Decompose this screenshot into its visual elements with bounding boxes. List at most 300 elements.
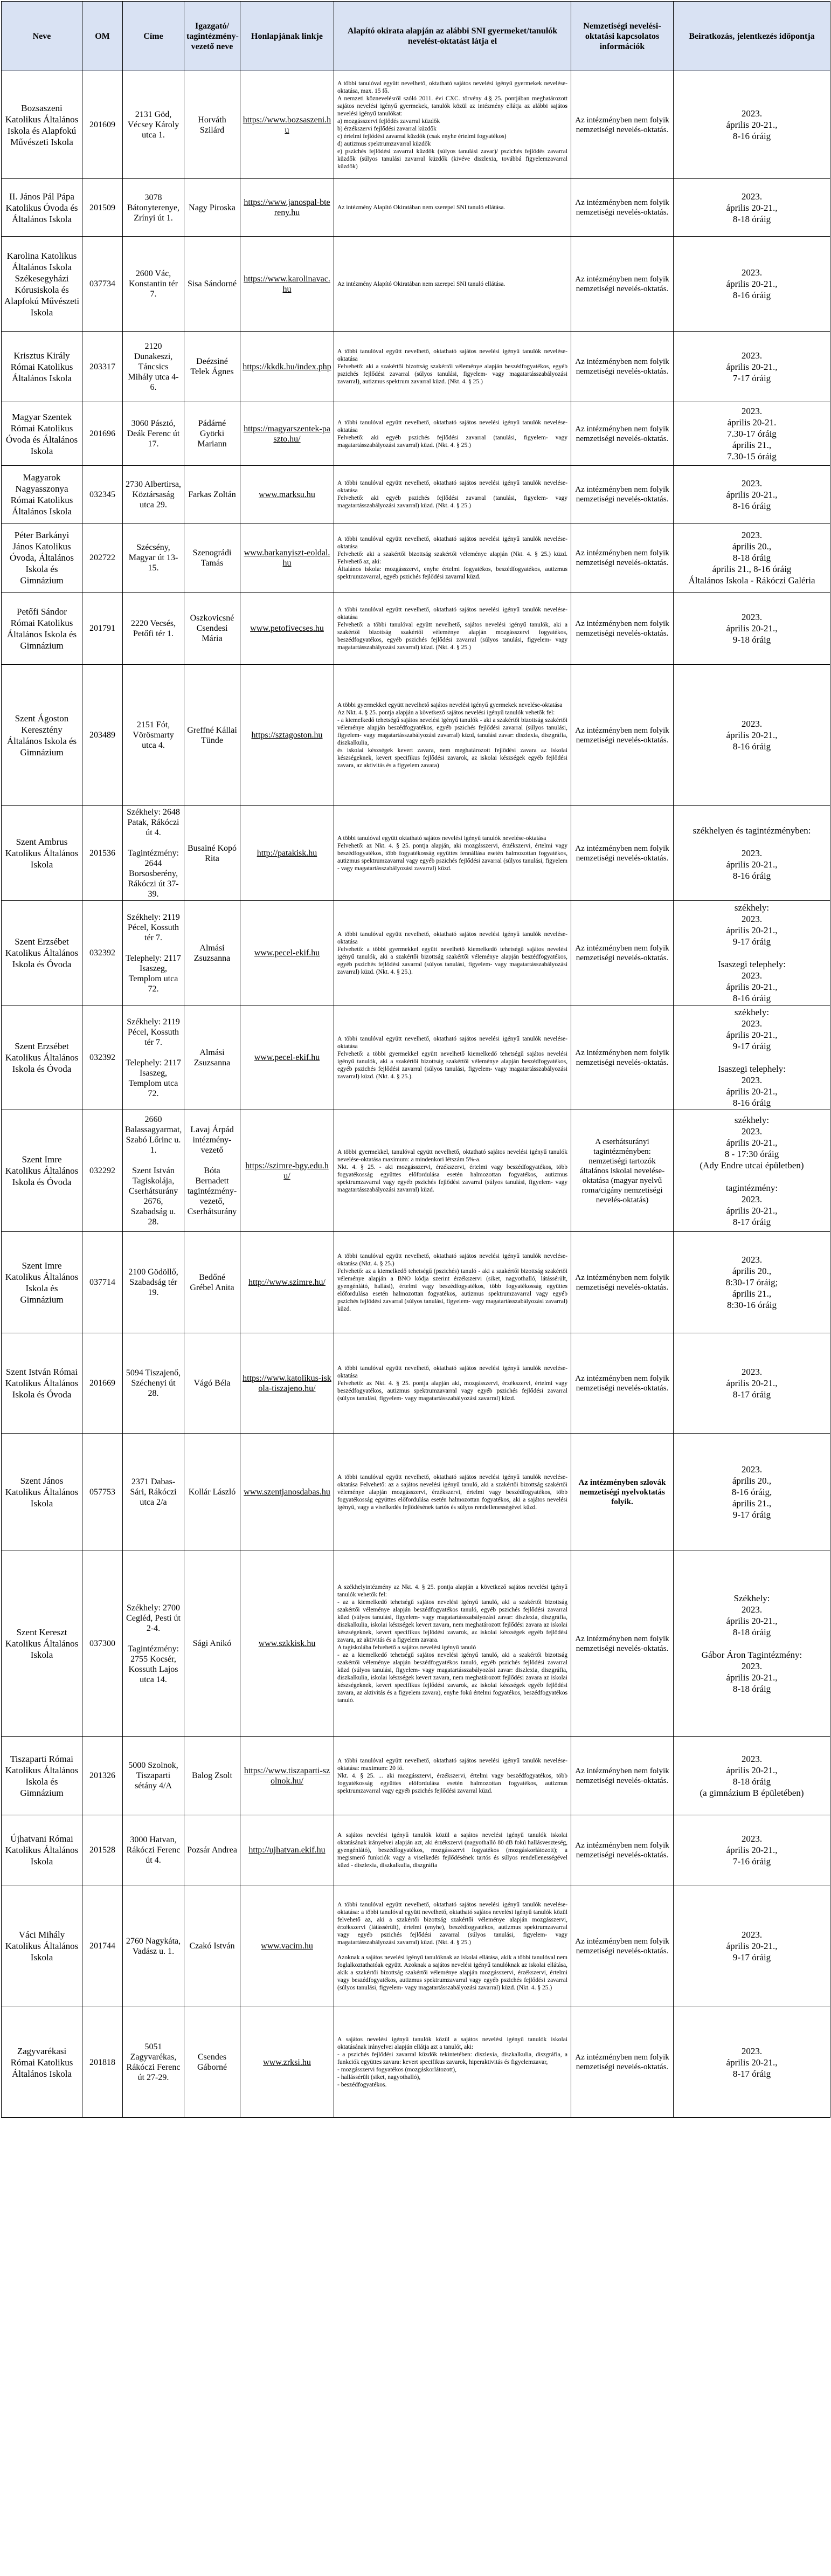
- sni-cell: [334, 402, 571, 466]
- address-cell-text: 3060 Pásztó, Deák Ferenc út 17.: [127, 419, 180, 449]
- enrollment-date-cell: [674, 332, 830, 402]
- website-link[interactable]: [240, 524, 334, 593]
- director-cell-text: Busainé Kopó Rita: [187, 843, 237, 863]
- om-cell: [82, 1737, 123, 1815]
- school-name-cell: [2, 665, 82, 806]
- director-cell-text: Szenográdi Tamás: [192, 548, 232, 568]
- nationality-info-cell: [571, 237, 674, 332]
- website-link-text[interactable]: www.szentjanosdabas.hu: [244, 1487, 330, 1497]
- school-name-cell: [2, 1551, 82, 1737]
- om-cell: [82, 524, 123, 593]
- sni-cell-text: A többi tanulóval együtt nevelhető, oktatható sajátos nevelési igényű tanulók nevelése-oktatása: a többi tanulóval együtt nevelhető, oktatható sajátos nevelési igényű tanulók közül felvehető az, aki a szakértői bizottság szakértői véleménye alapján mozgásszervi, érzékszervi (látássérült), értelmi (enyhe), beszédfogyatékos, autizmus spektrumzavarral vagy egyéb pszichés fejlődési zavarral (súlyos tanulási, figyelem- vagy magatartásszabályozási zavarral) küzd. (Nkt. 4. § 25.) Azoknak a sajátos nevelési igényű tanulóknak az iskolai ellátása, akik a többi tanulóval nem foglalkoztathatóak együtt. Azoknak a sajátos nevelési igényű tanulóknak az iskolai ellátása, akik a szakértői bizottság szakértői véleménye alapján mozgásszervi, érzékszervi, értelmi vagy beszédfogyatékos, autizmus spektrumzavarral vagy egyéb pszichés fejlődési zavarral (súlyos tanulási, figyelem- vagy magatartásszabályozási zavarral) küzd. (Nkt. 4. § 25.): [337, 1901, 567, 1991]
- school-name-cell-text: Váci Mihály Katolikus Általános Iskola: [5, 1930, 79, 1962]
- address-cell: [123, 402, 184, 466]
- enrollment-date-cell-text: székhely: 2023. április 20-21., 8 - 17:30 óráig (Ady Endre utcai épületben) tagintézmény: 2023. április 20-21., 8-17 óráig: [700, 1114, 804, 1227]
- nationality-info-cell-text: Az intézményben nem folyik nemzetiségi nevelés-oktatás.: [575, 619, 669, 638]
- table-row: [2, 1434, 830, 1551]
- om-cell-text: 203489: [89, 731, 115, 740]
- header-beiratkozas: Beiratkozás, jelentkezés időpontja: [674, 2, 830, 71]
- school-name-cell: [2, 402, 82, 466]
- sni-cell-text: A többi tanulóval együtt nevelhető, oktatható sajátos nevelési igényű tanulók nevelése-oktatása Felvehető: a többi gyermekkel együtt nevelhető kiemelkedő tehetségű sajátos nevelési igényű tanulók, aki a szakértői bizottság szakértői véleménye alapján beszédfogyatékos, egyéb pszichés fejlődési zavarral (súlyos tanulási, figyelem- vagy magatartásszabályozási zavarral) küzd. (Nkt. 4. § 25.).: [337, 1035, 567, 1080]
- nationality-info-cell-text: Az intézményben nem folyik nemzetiségi nevelés-oktatás.: [575, 424, 669, 443]
- sni-cell-text: Az intézmény Alapító Okiratában nem szerepel SNI tanuló ellátása.: [337, 280, 505, 287]
- address-cell: [123, 1551, 184, 1737]
- enrollment-date-cell: [674, 1737, 830, 1815]
- sni-cell-text: A többi tanulóval együtt nevelhető, oktatható sajátos nevelési igényű tanulók nevelése-oktatása (Nkt. 4. § 25.) Felvehető: az a kiemelkedő tehetségű (pszichés) tanuló - aki a szakértői bizottság szakértői véleménye alapján a BNO kódja szerint érzékszervi (siket, nagyothalló, látássérült, gyengénlátó, hallási), értelmi vagy beszédfogyatékos, több fogyatékosság együttes előfordulása esetén halmozottan fogyatékos, autizmus spektrumzavarral vagy egyéb pszichés fejlődési zavarral (súlyos tanulási, figyelem- vagy magatartásszabályozási zavarral) küzd.: [337, 1252, 567, 1312]
- om-cell-text: 032345: [89, 490, 115, 499]
- nationality-info-cell: [571, 1551, 674, 1737]
- address-cell: [123, 1232, 184, 1333]
- om-cell-text: 201509: [89, 203, 115, 212]
- sni-cell-text: A sajátos nevelési igényű tanulók közül a sajátos nevelési igényű tanulók iskolai oktatásának irányelvei alapján azt, aki érzékszervi (nagyothalló 80 dB fokú hallásveszteség, gyengénlátó), beszédfogyatékos, mozgásszervi fogyatékos (mozgáskorlátozott); a megismerő funkciók vagy a viselkedés fejlődésének tartós és súlyos rendellenességével küzd - diszlexia, diszkalkulia, diszgráfia: [337, 1831, 567, 1869]
- director-cell: [184, 1434, 240, 1551]
- sni-cell: [334, 1005, 571, 1110]
- website-link[interactable]: [240, 1110, 334, 1232]
- director-cell: [184, 524, 240, 593]
- address-cell: [123, 1815, 184, 1885]
- nationality-info-cell: [571, 2007, 674, 2118]
- om-cell: [82, 71, 123, 179]
- table-row: [2, 1232, 830, 1333]
- school-name-cell-text: Szent Erzsébet Katolikus Általános Iskola és Óvoda: [5, 936, 79, 969]
- director-cell-text: Vágó Béla: [193, 1379, 231, 1388]
- website-link[interactable]: [240, 179, 334, 237]
- header-neve: Neve: [2, 2, 82, 71]
- table-row: [2, 402, 830, 466]
- school-name-cell: [2, 593, 82, 665]
- sni-cell-text: A többi tanulóval együtt nevelhető, oktatható sajátos nevelési igényű tanulók nevelése-oktatása Felvehető: aki egyéb pszichés fejlődési zavarral (tanulási, figyelem- vagy magatartásszabályozási zavarral) küzd. (Nkt. 4. § 25.): [337, 480, 567, 509]
- school-name-cell: [2, 332, 82, 402]
- address-cell-text: Székhely: 2648 Patak, Rákóczi út 4. Tagintézmény: 2644 Borsosberény, Rákóczi út 37-39.: [126, 808, 181, 899]
- nationality-info-cell: [571, 1232, 674, 1333]
- address-cell: [123, 1737, 184, 1815]
- sni-cell-text: Az intézmény Alapító Okiratában nem szerepel SNI tanuló ellátása.: [337, 204, 505, 211]
- om-cell: [82, 237, 123, 332]
- address-cell: [123, 901, 184, 1005]
- website-link[interactable]: [240, 593, 334, 665]
- nationality-info-cell-text: Az intézményben nem folyik nemzetiségi nevelés-oktatás.: [575, 1766, 669, 1785]
- school-name-cell: [2, 466, 82, 524]
- table-row: [2, 466, 830, 524]
- enrollment-date-cell: [674, 402, 830, 466]
- nationality-info-cell-text: Az intézményben nem folyik nemzetiségi nevelés-oktatás.: [575, 274, 669, 293]
- school-name-cell-text: Zagyvarékasi Római Katolikus Általános Iskola: [10, 2045, 73, 2079]
- sni-cell-text: A székhelyintézmény az Nkt. 4. § 25. pontja alapján a következő sajátos nevelési igényű tanulók vehetők fel: - az a kiemelkedő tehetségű sajátos nevelési igényű tanuló, aki a szakértői bizottság szakértői véleménye alapján beszédfogyatékos tanuló, egyéb pszichés fejlődési zavarral küzd (súlyos tanulási, figyelem- vagy magatartásszabályozási zavar: diszlexia, diszgráfia, diszkalkulia, iskolai készségek kevert zavara, nem meghatározott fejlődési zavara az iskolai készségeknek, kevert specifikus fejlődési zavarok, az iskolai készségek egyéb fejlődési zavara, az aktivitás és a figyelem zavara. A tagiskolába felvehető a sajátos nevelési igényű tanuló - az a kiemelkedő tehetségű sajátos nevelési igényű tanuló, aki a szakértői bizottság szakértői véleménye alapján beszédfogyatékos tanuló, egyéb pszichés fejlődési zavarral küzd (súlyos tanulási, figyelem- vagy magatartásszabályozási zavar: diszlexia, diszgráfia, diszkalkulia, iskolai készségek kevert zavara, nem meghatározott fejlődési zavara az iskolai készségeknek, kevert specifikus fejlődési zavarok, az iskolai készségek egyéb fejlődési zavara, az aktivitás és a figyelem zavara), enyhe fokú értelmi fogyatékos, beszédfogyatékos tanuló.: [337, 1583, 567, 1704]
- address-cell: [123, 593, 184, 665]
- om-cell-text: 201609: [89, 120, 115, 129]
- nationality-info-cell: [571, 1005, 674, 1110]
- director-cell: [184, 593, 240, 665]
- nationality-info-cell: [571, 1434, 674, 1551]
- website-link[interactable]: [240, 1005, 334, 1110]
- sni-cell-text: A többi gyermekkel, tanulóval együtt nevelhető, oktatható sajátos nevelési igényű tanulók nevelése-oktatása maximum: a mindenkori létszám 5%-a. Nkt. 4. § 25. - aki mozgásszervi, érzékszervi, értelmi vagy beszédfogyatékos, több fogyatékosság együttes előfordulása esetén halmozottan fogyatékos, autizmus spektrumzavarral vagy egyéb pszichés fejlődési zavarral (súlyos tanulási, figyelem- vagy magatartásszabályozási zavarral) küzd.: [337, 1148, 567, 1193]
- address-cell: [123, 1434, 184, 1551]
- address-cell-text: 2151 Fót, Vörösmarty utca 4.: [133, 720, 174, 750]
- enrollment-date-cell: [674, 901, 830, 1005]
- school-name-cell-text: Szent Ambrus Katolikus Általános Iskola: [5, 837, 79, 870]
- enrollment-date-cell-text: székhely: 2023. április 20-21., 9-17 óráig Isaszegi telephely: 2023. április 20-21., 8-16 óráig: [717, 1007, 786, 1108]
- om-cell: [82, 901, 123, 1005]
- address-cell: [123, 806, 184, 901]
- nationality-info-cell: [571, 806, 674, 901]
- sni-cell-text: A többi gyermekkel együtt nevelhető sajátos nevelési igényű gyermekek nevelése-oktatása Az Nkt. 4. § 25. pontja alapján a következő sajátos nevelési igényű tanulók vehetők fel: - a kiemelkedő tehetségű sajátos nevelési igényű tanulók - aki a szakértői bizottság szakértői véleménye alapján beszédfogyatékos, egyéb pszichés fejlődési zavarral (súlyos tanulási, figyelem- vagy magatartásszabályozási zavarral) küzd, tanulási zavar: diszlexia, diszgráfia, diszkalkulia, és iskolai készségek kevert zavara, nem meghatározott fejlődési zavara az iskolai készségeknek, kevert specifikus fejlődési zavarok, az iskolai készségek egyéb fejlődési zavara, az aktivitás és a figyelem zavara): [337, 701, 567, 769]
- director-cell: [184, 1005, 240, 1110]
- om-cell: [82, 665, 123, 806]
- om-cell-text: 032292: [89, 1166, 115, 1175]
- school-name-cell-text: Petőfi Sándor Római Katolikus Általános Iskola és Gimnázium: [6, 606, 77, 651]
- director-cell-text: Pádárné Györki Mariann: [197, 419, 227, 449]
- director-cell-text: Pozsár Andrea: [187, 1845, 237, 1855]
- director-cell: [184, 806, 240, 901]
- table-row: [2, 332, 830, 402]
- enrollment-date-cell-text: 2023. április 20., 8-16 óráig, április 21., 9-17 óráig: [731, 1464, 772, 1520]
- om-cell-text: 201791: [89, 624, 115, 633]
- header-nemzetisegi: Nemzetiségi nevelési-oktatási kapcsolatos információk: [571, 2, 674, 71]
- nationality-info-cell-text: Az intézményben nem folyik nemzetiségi nevelés-oktatás.: [575, 726, 669, 745]
- director-cell: [184, 1110, 240, 1232]
- address-cell: [123, 524, 184, 593]
- sni-cell: [334, 1434, 571, 1551]
- sni-cell: [334, 1885, 571, 2007]
- address-cell: [123, 466, 184, 524]
- website-link[interactable]: [240, 1737, 334, 1815]
- director-cell-text: Farkas Zoltán: [188, 490, 236, 499]
- website-link[interactable]: [240, 1434, 334, 1551]
- nationality-info-cell: [571, 1885, 674, 2007]
- director-cell-text: Horváth Szilárd: [198, 115, 226, 135]
- website-link[interactable]: [240, 1815, 334, 1885]
- om-cell: [82, 1005, 123, 1110]
- director-cell-text: Deézsiné Telek Ágnes: [190, 357, 234, 376]
- address-cell-text: Székhely: 2119 Pécel, Kossuth tér 7. Telephely: 2117 Isaszeg, Templom utca 72.: [126, 1017, 181, 1098]
- website-link[interactable]: [240, 71, 334, 179]
- om-cell: [82, 2007, 123, 2118]
- om-cell: [82, 1551, 123, 1737]
- website-link-text[interactable]: https://www.janospal-btereny.hu: [244, 198, 330, 217]
- sni-cell: [334, 1110, 571, 1232]
- om-cell-text: 201744: [89, 1941, 115, 1951]
- school-name-cell: [2, 1005, 82, 1110]
- sni-cell: [334, 71, 571, 179]
- om-cell: [82, 402, 123, 466]
- om-cell-text: 037300: [89, 1639, 115, 1648]
- school-name-cell-text: Magyarok Nagyasszonya Római Katolikus Általános Iskola: [10, 472, 73, 516]
- sni-cell: [334, 901, 571, 1005]
- om-cell-text: 203317: [89, 362, 115, 371]
- school-name-cell-text: Újhatvani Római Katolikus Általános Iskola: [5, 1834, 79, 1866]
- website-link-text[interactable]: https://www.karolinavac.hu: [244, 274, 330, 294]
- website-link-text[interactable]: https://www.bozsaszeni.hu: [243, 115, 331, 135]
- nationality-info-cell: [571, 1333, 674, 1434]
- table-row: [2, 1005, 830, 1110]
- school-name-cell-text: Magyar Szentek Római Katolikus Óvoda és Általános Iskola: [5, 411, 78, 456]
- header-cime: Címe: [123, 2, 184, 71]
- enrollment-date-cell-text: 2023. április 20., 8-18 óráig április 21., 8-16 óráig Általános Iskola - Rákóczi Galéria: [688, 530, 815, 586]
- enrollment-date-cell: [674, 71, 830, 179]
- address-cell: [123, 179, 184, 237]
- enrollment-date-cell: [674, 524, 830, 593]
- enrollment-date-cell-text: 2023. április 20-21., 9-17 óráig: [726, 1930, 778, 1962]
- sni-cell-text: A többi tanulóval együtt oktatható sajátos nevelési igényű tanulók nevelése-oktatása Felvehető: az Nkt. 4. § 25. pontja alapján, aki mozgásszervi, érzékszervi, értelmi vagy beszédfogyatékos, több fogyatékosság együttes fennállása esetén halmozottan fogyatékos, autizmus spektrumzavarral vagy egyéb pszichés fejlődési zavarral (súlyos tanulási, figyelem - vagy magatartásszabályozási zavarral) küzd.: [337, 835, 567, 872]
- website-link[interactable]: [240, 1885, 334, 2007]
- director-cell-text: Oszkovicsné Csendesi Mária: [190, 614, 234, 643]
- enrollment-date-cell-text: 2023. április 20-21., 8-18 óráig: [726, 191, 778, 224]
- school-name-cell: [2, 1333, 82, 1434]
- website-link-text[interactable]: www.petofivecses.hu: [250, 624, 324, 633]
- address-cell: [123, 237, 184, 332]
- nationality-info-cell: [571, 901, 674, 1005]
- enrollment-date-cell: [674, 1232, 830, 1333]
- enrollment-date-cell-text: 2023. április 20-21., 8-16 óráig: [726, 108, 778, 141]
- director-cell-text: Greffné Kállai Tünde: [187, 725, 237, 745]
- director-cell: [184, 665, 240, 806]
- director-cell: [184, 901, 240, 1005]
- school-name-cell-text: Szent Erzsébet Katolikus Általános Iskola és Óvoda: [5, 1041, 79, 1074]
- director-cell-text: Csendes Gáborné: [197, 2052, 227, 2072]
- table-row: [2, 806, 830, 901]
- website-link[interactable]: [240, 237, 334, 332]
- om-cell: [82, 593, 123, 665]
- om-cell: [82, 1333, 123, 1434]
- enrollment-date-cell-text: 2023. április 20-21. 7.30-17 óráig április 21., 7.30-15 óráig: [727, 406, 777, 462]
- om-cell: [82, 332, 123, 402]
- address-cell-text: 2100 Gödöllő, Szabadság tér 19.: [128, 1268, 178, 1297]
- website-link-text[interactable]: www.pecel-ekif.hu: [254, 1053, 320, 1062]
- sni-cell: [334, 1232, 571, 1333]
- om-cell: [82, 466, 123, 524]
- website-link[interactable]: [240, 665, 334, 806]
- address-cell: [123, 1005, 184, 1110]
- school-name-cell: [2, 179, 82, 237]
- website-link-text[interactable]: https://magyarszentek-paszto.hu/: [244, 424, 330, 444]
- sni-cell-text: A többi tanulóval együtt nevelhető, oktatható sajátos nevelési igényű tanulók nevelése-oktatása Felvehető: aki egyéb pszichés fejlődési zavarral (tanulási, figyelem- vagy magatartásszabályozási zavarral) küzd. (Nkt. 4. § 25.): [337, 419, 567, 449]
- website-link[interactable]: [240, 806, 334, 901]
- nationality-info-cell-text: Az intézményben nem folyik nemzetiségi nevelés-oktatás.: [575, 2053, 669, 2071]
- header-om: OM: [82, 2, 123, 71]
- om-cell-text: 201326: [89, 1771, 115, 1780]
- school-name-cell: [2, 237, 82, 332]
- school-name-cell-text: Szent Ágoston Keresztény Általános Iskola és Gimnázium: [6, 713, 77, 757]
- website-link-text[interactable]: https://sztagoston.hu: [251, 731, 323, 740]
- address-cell-text: 2600 Vác, Konstantin tér 7.: [128, 269, 178, 299]
- table-row: [2, 1333, 830, 1434]
- nationality-info-cell: [571, 466, 674, 524]
- sni-cell: [334, 1551, 571, 1737]
- director-cell: [184, 71, 240, 179]
- om-cell: [82, 1232, 123, 1333]
- enrollment-date-cell-text: 2023. április 20-21., 9-18 óráig: [726, 612, 778, 645]
- address-cell-text: 3078 Bátonyterenye, Zrínyi út 1.: [127, 192, 180, 223]
- director-cell-text: Czakó István: [189, 1941, 235, 1951]
- nationality-info-cell-text: Az intézményben nem folyik nemzetiségi nevelés-oktatás.: [575, 1374, 669, 1393]
- website-link-text[interactable]: https://kkdk.hu/index.php: [243, 362, 331, 371]
- director-cell-text: Balog Zsolt: [191, 1771, 233, 1780]
- om-cell: [82, 179, 123, 237]
- header-row: [2, 2, 830, 71]
- sni-cell: [334, 466, 571, 524]
- enrollment-date-cell-text: székhely: 2023. április 20-21., 9-17 óráig Isaszegi telephely: 2023. április 20-21., 8-16 óráig: [717, 903, 786, 1003]
- nationality-info-cell-text: Az intézményben nem folyik nemzetiségi nevelés-oktatás.: [575, 943, 669, 962]
- nationality-info-cell: [571, 665, 674, 806]
- om-cell-text: 201528: [89, 1845, 115, 1855]
- website-link-text[interactable]: https://szimre-bgy.edu.hu/: [245, 1161, 329, 1181]
- director-cell: [184, 1885, 240, 2007]
- enrollment-date-cell: [674, 1110, 830, 1232]
- school-name-cell: [2, 1737, 82, 1815]
- director-cell: [184, 1737, 240, 1815]
- enrollment-date-cell: [674, 1885, 830, 2007]
- enrollment-date-cell: [674, 1333, 830, 1434]
- address-cell-text: 5000 Szolnok, Tiszaparti sétány 4/A: [128, 1761, 178, 1790]
- enrollment-date-cell: [674, 2007, 830, 2118]
- website-link[interactable]: [240, 2007, 334, 2118]
- nationality-info-cell-text: Az intézményben szlovák nemzetiségi nyelvoktatás folyik.: [578, 1478, 666, 1506]
- nationality-info-cell-text: Az intézményben nem folyik nemzetiségi nevelés-oktatás.: [575, 548, 669, 567]
- sni-cell-text: A többi tanulóval együtt nevelhető, oktatható sajátos nevelési igényű tanulók nevelése-oktatása Felvehető: aki a szakértői bizottság szakértői véleménye alapján (Nkt. 4. § 25.) küzd. Felvehető az, aki: Általános iskola: mozgásszervi, enyhe értelmi fogyatékos, beszédfogyatékos, autizmus spektrumzavarral, egyéb pszichés fejlődési zavarral küzd.: [337, 535, 567, 580]
- address-cell: [123, 2007, 184, 2118]
- nationality-info-cell: [571, 179, 674, 237]
- address-cell-text: Szécsény, Magyar út 13-15.: [128, 543, 178, 573]
- website-link[interactable]: [240, 1333, 334, 1434]
- school-name-cell-text: Karolina Katolikus Általános Iskola Székesegyházi Kórusiskola és Alapfokú Művészeti Iskola: [4, 250, 80, 318]
- school-name-cell: [2, 524, 82, 593]
- om-cell-text: 201818: [89, 2057, 115, 2067]
- sni-cell-text: A többi tanulóval együtt nevelhető, oktatható sajátos nevelési igényű tanulók nevelése-oktatása Felvehető: az a sajátos nevelési igényű tanuló, aki a szakértői bizottság szakértői véleménye alapján mozgásszervi, érzékszervi, értelmi vagy beszédfogyatékos, több fogyatékosság együttes előfordulása esetén halmozottan fogyatékos, aki a sajátos nevelési igényű, vagy a viselkedés fejlődésének tartós és súlyos rendellenességével küzd.: [337, 1473, 567, 1511]
- school-name-cell: [2, 2007, 82, 2118]
- sni-cell-text: A többi tanulóval együtt nevelhető, oktatható sajátos nevelési igényű tanulók nevelése-oktatása Felvehető: a többi gyermekkel együtt nevelhető kiemelkedő tehetségű sajátos nevelési igényű tanulók, aki a szakértői bizottság szakértői véleménye alapján beszédfogyatékos, egyéb pszichés fejlődési zavarral (súlyos tanulási, figyelem- vagy magatartásszabályozási zavarral) küzd. (Nkt. 4. § 25.).: [337, 931, 567, 975]
- enrollment-date-cell: [674, 1815, 830, 1885]
- sni-cell-text: A többi tanulóval együtt nevelhető, oktatható sajátos nevelési igényű gyermekek nevelése-oktatása, max. 15 fő. A nemzeti köznevelésről szóló 2011. évi CXC. törvény 4.§ 25. pontjában meghatározott sajátos nevelési igényű gyermekek, tanulók közül az intézmény ellátja az alábbi sajátos nevelési igényű tanulókat: a) mozgásszervi fejlődés zavarral küzdők b) érzékszervi fejlődési zavarral küzdők c) értelmi fejlődési zavarral küzdők (csak enyhe értelmi fogyatékos) d) autizmus spektrumzavarral küzdők e) pszichés fejlődési zavarral küzdők (súlyos tanulási zavar)/ pszichés fejlődés zavarral küzdők (súlyos tanulási zavarral küzdők (kivéve diszlexia, továbbá figyelemzavarral küzdők): [337, 80, 567, 170]
- sni-cell: [334, 806, 571, 901]
- table-body: [2, 71, 830, 2118]
- website-link-text[interactable]: www.vacim.hu: [261, 1941, 313, 1951]
- om-cell-text: 201669: [89, 1379, 115, 1388]
- website-link-text[interactable]: www.marksu.hu: [259, 490, 315, 499]
- enrollment-date-cell-text: 2023. április 20-21., 8-18 óráig (a gimnázium B épületében): [700, 1753, 804, 1798]
- enrollment-date-cell-text: 2023. április 20-21., 8-16 óráig: [726, 478, 778, 511]
- school-name-cell-text: Péter Barkányi János Katolikus Óvoda, Általános Iskola és Gimnázium: [10, 530, 74, 586]
- director-cell: [184, 1232, 240, 1333]
- address-cell-text: 2730 Albertirsa, Köztársaság utca 29.: [125, 479, 182, 509]
- website-link-text[interactable]: https://www.katolikus-iskola-tiszajeno.hu/: [243, 1373, 331, 1393]
- enrollment-date-cell: [674, 1551, 830, 1737]
- website-link-text[interactable]: https://www.tiszaparti-szolnok.hu/: [244, 1766, 330, 1786]
- website-link[interactable]: [240, 402, 334, 466]
- address-cell-text: 2220 Vecsés, Petőfi tér 1.: [130, 618, 176, 638]
- table-row: [2, 901, 830, 1005]
- table-row: [2, 665, 830, 806]
- school-name-cell: [2, 1232, 82, 1333]
- school-name-cell-text: Szent István Római Katolikus Általános Iskola és Óvoda: [5, 1367, 79, 1400]
- enrollment-date-cell: [674, 466, 830, 524]
- enrollment-date-cell-text: székhelyen és tagintézményben: 2023. április 20-21., 8-16 óráig: [692, 825, 811, 881]
- director-cell-text: Kollár László: [188, 1487, 236, 1497]
- nationality-info-cell-text: Az intézményben nem folyik nemzetiségi nevelés-oktatás.: [575, 1841, 669, 1859]
- website-link[interactable]: [240, 1551, 334, 1737]
- schools-table: [1, 1, 830, 2118]
- enrollment-date-cell: [674, 179, 830, 237]
- website-link-text[interactable]: http://patakisk.hu: [257, 849, 317, 858]
- school-name-cell-text: Bozsaszeni Katolikus Általános Iskola és Alapfokú Művészeti Iskola: [5, 102, 79, 147]
- address-cell-text: 2131 Göd, Vécsey Károly utca 1.: [127, 110, 179, 140]
- table-row: [2, 1815, 830, 1885]
- website-link-text[interactable]: http://ujhatvan.ekif.hu: [248, 1845, 326, 1855]
- enrollment-date-cell-text: 2023. április 20-21., 7-17 óráig: [726, 350, 778, 383]
- director-cell: [184, 332, 240, 402]
- nationality-info-cell-text: Az intézményben nem folyik nemzetiségi nevelés-oktatás.: [575, 1937, 669, 1955]
- header-sni: Alapító okirata alapján az alábbi SNI gyermeket/tanulók nevelést-oktatást látja el: [334, 2, 571, 71]
- table-row: [2, 1110, 830, 1232]
- om-cell-text: 057753: [89, 1487, 115, 1497]
- director-cell-text: Sági Anikó: [192, 1639, 232, 1648]
- school-name-cell: [2, 1885, 82, 2007]
- website-link[interactable]: [240, 466, 334, 524]
- director-cell: [184, 466, 240, 524]
- address-cell-text: 2371 Dabas-Sári, Rákóczi utca 2/a: [130, 1477, 177, 1507]
- school-name-cell-text: Szent János Katolikus Általános Iskola: [5, 1476, 79, 1509]
- enrollment-date-cell-text: 2023. április 20-21., 8-16 óráig: [726, 267, 778, 300]
- address-cell-text: 3000 Hatvan, Rákóczi Ferenc út 4.: [126, 1835, 181, 1865]
- sni-cell: [334, 2007, 571, 2118]
- enrollment-date-cell: [674, 1434, 830, 1551]
- enrollment-date-cell: [674, 665, 830, 806]
- address-cell: [123, 1110, 184, 1232]
- om-cell-text: 032392: [89, 1053, 115, 1062]
- header-igazgato: Igazgató/ tagintézmény-vezető neve: [184, 2, 240, 71]
- address-cell: [123, 71, 184, 179]
- director-cell: [184, 179, 240, 237]
- website-link-text[interactable]: www.zrksi.hu: [263, 2057, 311, 2067]
- nationality-info-cell-text: A cserhátsurányi tagintézményben: nemzetiségi tartozók általános iskolai nevelése-oktatása (magyar nyelvű roma/cigány nemzetiségi nevelés-oktatás): [579, 1137, 665, 1204]
- om-cell: [82, 1815, 123, 1885]
- om-cell: [82, 806, 123, 901]
- director-cell: [184, 237, 240, 332]
- enrollment-date-cell: [674, 237, 830, 332]
- website-link[interactable]: [240, 901, 334, 1005]
- om-cell: [82, 1885, 123, 2007]
- director-cell: [184, 1333, 240, 1434]
- director-cell: [184, 402, 240, 466]
- director-cell-text: Nagy Piroska: [189, 203, 236, 212]
- address-cell-text: 5051 Zagyvarékas, Rákóczi Ferenc út 27-29.: [126, 2042, 181, 2082]
- website-link-text[interactable]: www.pecel-ekif.hu: [254, 948, 320, 958]
- enrollment-date-cell: [674, 806, 830, 901]
- sni-cell: [334, 1815, 571, 1885]
- website-link[interactable]: [240, 332, 334, 402]
- school-name-cell-text: Szent Imre Katolikus Általános Iskola és Gimnázium: [5, 1260, 79, 1305]
- table-row: [2, 71, 830, 179]
- address-cell: [123, 1333, 184, 1434]
- om-cell-text: 037714: [89, 1278, 115, 1287]
- enrollment-date-cell: [674, 593, 830, 665]
- nationality-info-cell-text: Az intézményben nem folyik nemzetiségi nevelés-oktatás.: [575, 485, 669, 504]
- website-link-text[interactable]: http://www.szimre.hu/: [248, 1278, 326, 1287]
- sni-cell: [334, 1333, 571, 1434]
- school-name-cell-text: Krisztus Király Római Katolikus Általános Iskola: [10, 350, 73, 383]
- school-name-cell: [2, 901, 82, 1005]
- school-name-cell: [2, 71, 82, 179]
- school-name-cell-text: Tiszaparti Római Katolikus Általános Iskola és Gimnázium: [5, 1753, 79, 1798]
- sni-cell: [334, 179, 571, 237]
- table-row: [2, 179, 830, 237]
- nationality-info-cell: [571, 1737, 674, 1815]
- director-cell-text: Lavaj Árpád intézmény-vezető Bóta Bernadett tagintézmény-vezető, Cserhátsurány: [187, 1125, 237, 1216]
- website-link-text[interactable]: www.szkkisk.hu: [258, 1639, 316, 1648]
- website-link-text[interactable]: www.barkanyiszt-eoldal.hu: [244, 548, 330, 568]
- nationality-info-cell-text: Az intézményben nem folyik nemzetiségi nevelés-oktatás.: [575, 115, 669, 134]
- website-link[interactable]: [240, 1232, 334, 1333]
- director-cell-text: Bedőné Grébel Anita: [190, 1272, 234, 1292]
